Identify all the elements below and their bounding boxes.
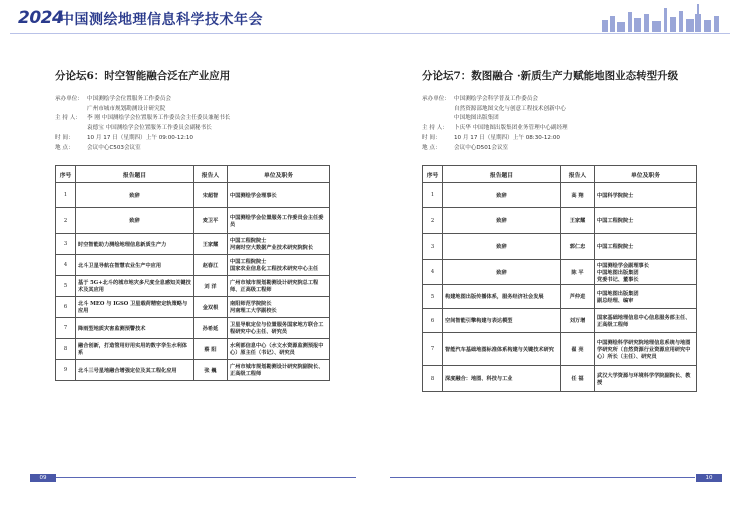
- cell-unit: 中国测绘学会副理事长 中国地图出版集团 党委书记、董事长: [595, 260, 697, 285]
- meta-key: [55, 105, 87, 115]
- meta-value: 会议中心D501会议室: [454, 144, 509, 151]
- col-header-unit: 单位及职务: [228, 166, 330, 183]
- left-page-number-badge: [30, 474, 56, 482]
- cell-title: 降雨型地质灾害监测预警技术: [76, 318, 194, 339]
- col-header-reporter: 报告人: [561, 166, 595, 183]
- cell-title: 时空智能助力测绘地理信息新质生产力: [76, 234, 194, 255]
- meta-key: 承办单位：: [422, 96, 450, 102]
- cell-title: 智能汽车基础地图标准体系构建与关键技术研究: [443, 333, 561, 366]
- table-row: [56, 276, 330, 297]
- forum-6-schedule-table: [55, 165, 330, 381]
- cell-no: 2: [56, 208, 76, 234]
- cell-no: 3: [423, 234, 443, 260]
- meta-value: 中国测绘学会位置服务工作委员会: [87, 96, 171, 102]
- meta-key: [422, 114, 454, 124]
- cell-no: 6: [423, 309, 443, 333]
- meta-row: [422, 105, 722, 115]
- meta-value: 袁德宝 中国测绘学会位置服务工作委员会副秘书长: [87, 125, 212, 132]
- header-divider: [10, 33, 730, 34]
- table-header-row: [423, 166, 697, 183]
- cell-reporter: 宋超智: [194, 183, 228, 208]
- meta-key: 承办单位：: [55, 96, 83, 102]
- table-row: [56, 318, 330, 339]
- cell-unit: 广州市城市规划勘测设计研究院副院长、正高级工程师: [228, 360, 330, 381]
- table-row: [56, 297, 330, 318]
- table-row: [56, 255, 330, 276]
- table-row: [56, 234, 330, 255]
- table-row: [423, 183, 697, 208]
- cell-no: 5: [56, 276, 76, 297]
- cell-no: 1: [423, 183, 443, 208]
- meta-value: 10 月 17 日（星期四）上午 09:00-12:10: [87, 134, 193, 141]
- forum-6-title: 分论坛6：时空智能融合泛在产业应用: [55, 70, 231, 82]
- cell-unit: 中国工程院院士: [595, 208, 697, 234]
- cell-unit: 水利部信息中心（水文水资源监测预报中心）原主任（书记）、研究员: [228, 339, 330, 360]
- meta-row: [422, 134, 722, 144]
- cell-unit: 中国工程院院士 河南时空大数据产业技术研究院院长: [228, 234, 330, 255]
- forum-6-meta: [55, 95, 355, 153]
- meta-row: [55, 95, 355, 105]
- cell-no: 8: [56, 339, 76, 360]
- cell-no: 2: [423, 208, 443, 234]
- cell-no: 9: [56, 360, 76, 381]
- cell-reporter: 刘万增: [561, 309, 595, 333]
- cell-reporter: 王家耀: [561, 208, 595, 234]
- meta-row: [55, 144, 355, 154]
- right-page: [422, 68, 722, 392]
- cell-title: 北斗 MEO 与 IGSO 卫星载荷精密定轨策略与应用: [76, 297, 194, 318]
- cell-title: 致辞: [443, 260, 561, 285]
- col-header-no: 序号: [56, 166, 76, 183]
- cell-reporter: 王家耀: [194, 234, 228, 255]
- meta-value: 自然资源部地图文化与创意工程技术创新中心: [454, 105, 566, 112]
- meta-key: 时 间：: [422, 134, 441, 141]
- table-row: [56, 183, 330, 208]
- meta-value: 中国地图出版集团: [454, 115, 499, 122]
- cell-no: 6: [56, 297, 76, 318]
- table-row: [423, 285, 697, 309]
- meta-key: [55, 124, 87, 134]
- cell-unit: 中国测绘学会位置服务工作委员会主任委员: [228, 208, 330, 234]
- cell-unit: 国家基础地理信息中心信息服务部主任、正高级工程师: [595, 309, 697, 333]
- cell-title: 致辞: [443, 208, 561, 234]
- cell-title: 空间智能引擎构建与表达模型: [443, 309, 561, 333]
- meta-row: [55, 114, 355, 124]
- cell-no: 5: [423, 285, 443, 309]
- cell-unit: 中国工程院院士 国家农业信息化工程技术研究中心主任: [228, 255, 330, 276]
- cell-unit: 中国测绘科学研究院地理信息系统与地图学研究所（自然资源行业资源应用研究中心）所长（主任）、研究员: [595, 333, 697, 366]
- cell-title: 致辞: [443, 234, 561, 260]
- city-skyline-icon: [592, 2, 732, 32]
- meta-key: 时 间：: [55, 134, 74, 141]
- cell-unit: 中国测绘学会理事长: [228, 183, 330, 208]
- meta-key: [422, 105, 454, 115]
- col-header-title: 报告题目: [443, 166, 561, 183]
- table-row: [423, 333, 697, 366]
- cell-no: 8: [423, 366, 443, 392]
- table-row: [56, 339, 330, 360]
- left-page: [55, 68, 355, 381]
- meta-key: 地 点：: [55, 144, 74, 151]
- cell-no: 7: [56, 318, 76, 339]
- table-header-row: [56, 166, 330, 183]
- col-header-title: 报告题目: [76, 166, 194, 183]
- meta-value: 会议中心C503会议室: [87, 144, 141, 151]
- meta-row: [422, 124, 722, 134]
- cell-reporter: 陈 平: [561, 260, 595, 285]
- cell-title: 融合创新，打造管用好用实用的数字孪生水利体系: [76, 339, 194, 360]
- cell-reporter: 赵春江: [194, 255, 228, 276]
- meta-row: [55, 124, 355, 134]
- cell-unit: 中国科学院院士: [595, 183, 697, 208]
- cell-unit: 广州市城市规划勘测设计研究院总工程师、正高级工程师: [228, 276, 330, 297]
- meta-value: 卜庆华 中国地图出版集团业务管理中心副经理: [454, 125, 568, 132]
- left-page-number: 09: [39, 475, 47, 481]
- cell-no: 3: [56, 234, 76, 255]
- cell-title: 致辞: [443, 183, 561, 208]
- meta-value: 中国测绘学会科学普及工作委员会: [454, 96, 538, 102]
- meta-key: 主 持 人：: [422, 125, 448, 132]
- right-footer-line: [390, 477, 695, 478]
- cell-title: 基于 5G+北斗的城市地灾多尺度全息感知关键技术及其应用: [76, 276, 194, 297]
- meta-value: 广州市城市规划勘测设计研究院: [87, 105, 166, 112]
- col-header-no: 序号: [423, 166, 443, 183]
- cell-reporter: 翟 亮: [561, 333, 595, 366]
- col-header-reporter: 报告人: [194, 166, 228, 183]
- right-page-number-badge: [696, 474, 722, 482]
- cell-title: 致辞: [76, 208, 194, 234]
- table-row: [423, 208, 697, 234]
- cell-reporter: 高 翔: [561, 183, 595, 208]
- cell-title: 北斗卫星导航在智慧农业生产中应用: [76, 255, 194, 276]
- cell-reporter: 郭仁忠: [561, 234, 595, 260]
- table-row: [423, 309, 697, 333]
- cell-title: 北斗三号星地融合增强定位及其工程化应用: [76, 360, 194, 381]
- cell-unit: 中国工程院院士: [595, 234, 697, 260]
- cell-reporter: 张 巍: [194, 360, 228, 381]
- cell-reporter: 任 福: [561, 366, 595, 392]
- meta-row: [422, 95, 722, 105]
- right-page-number: 10: [705, 475, 713, 481]
- cell-no: 4: [423, 260, 443, 285]
- conference-year-logo: 2024: [18, 8, 64, 28]
- left-footer-line: [56, 477, 356, 478]
- cell-reporter: 金双根: [194, 297, 228, 318]
- cell-title: 致辞: [76, 183, 194, 208]
- table-row: [423, 366, 697, 392]
- cell-no: 7: [423, 333, 443, 366]
- cell-no: 1: [56, 183, 76, 208]
- table-row: [423, 260, 697, 285]
- table-row: [56, 360, 330, 381]
- forum-7-title: 分论坛7：数图融合 ·新质生产力赋能地图业态转型升级: [422, 70, 679, 82]
- forum-7-schedule-table: [422, 165, 697, 392]
- cell-title: 深度融合：地图、科技与工业: [443, 366, 561, 392]
- table-row: [56, 208, 330, 234]
- cell-reporter: 蔡 阳: [194, 339, 228, 360]
- meta-row: [55, 105, 355, 115]
- cell-unit: 南阳师范学院院长 河南理工大学副校长: [228, 297, 330, 318]
- cell-unit: 卫星导航定位与位置服务国家地方联合工程研究中心主任、研究员: [228, 318, 330, 339]
- table-row: [423, 234, 697, 260]
- col-header-unit: 单位及职务: [595, 166, 697, 183]
- forum-7-meta: [422, 95, 722, 153]
- cell-title: 构建地图出版传播体系，服务经济社会发展: [443, 285, 561, 309]
- meta-row: [55, 134, 355, 144]
- conference-title: 中国测绘地理信息科学技术年会: [60, 12, 263, 28]
- cell-reporter: 刘 洋: [194, 276, 228, 297]
- cell-reporter: 麦卫平: [194, 208, 228, 234]
- cell-reporter: 芦仲进: [561, 285, 595, 309]
- meta-row: [422, 144, 722, 154]
- meta-key: 地 点：: [422, 144, 441, 151]
- cell-no: 4: [56, 255, 76, 276]
- meta-row: [422, 114, 722, 124]
- header-band: [0, 0, 740, 34]
- cell-reporter: 孙希延: [194, 318, 228, 339]
- cell-unit: 中国地图出版集团 副总经理、编审: [595, 285, 697, 309]
- cell-unit: 武汉大学资源与环境科学学院副院长、教授: [595, 366, 697, 392]
- meta-value: 10 月 17 日（星期四）上午 08:30-12:00: [454, 134, 560, 141]
- meta-value: 李 刚 中国测绘学会位置服务工作委员会主任委员兼秘书长: [87, 115, 231, 122]
- meta-key: 主 持 人：: [55, 115, 81, 122]
